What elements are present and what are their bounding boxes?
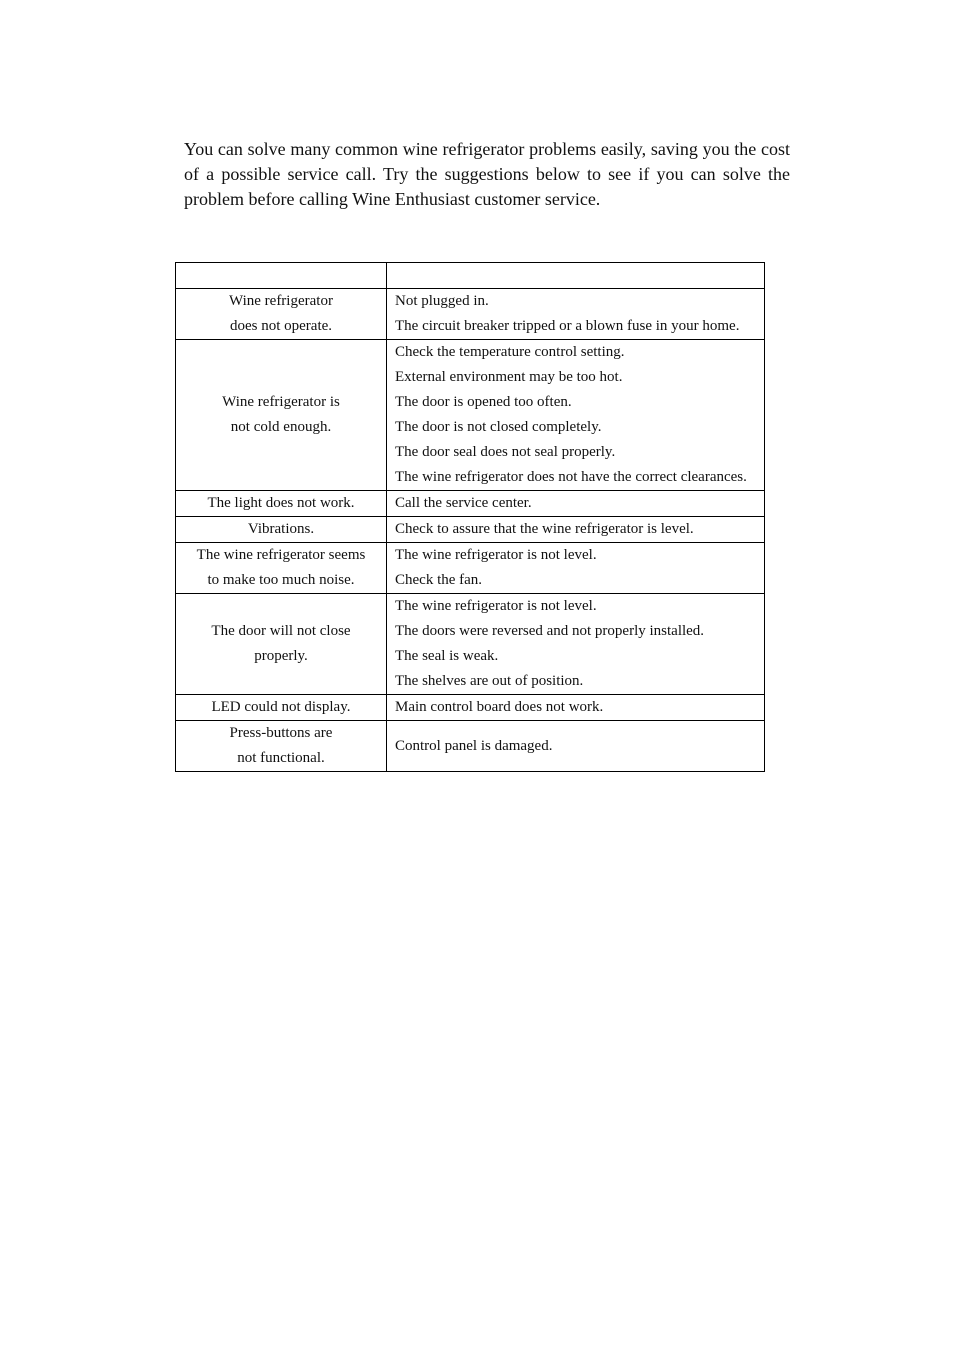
solution-text: Not plugged in. <box>395 293 489 309</box>
problem-text: Wine refrigerator <box>229 293 333 309</box>
problem-text: does not operate. <box>229 318 333 334</box>
problem-cell <box>176 594 387 695</box>
table-row <box>176 340 765 491</box>
problem-cell <box>176 289 387 340</box>
problem-text: not cold enough. <box>230 419 332 435</box>
problem-text: not functional. <box>237 750 325 766</box>
solution-text: The wine refrigerator is not level. <box>395 547 597 563</box>
solution-text: The doors were reversed and not properly installed. <box>395 623 705 639</box>
table-row <box>176 491 765 517</box>
problem-text: LED could not display. <box>211 699 351 715</box>
problem-text: Wine refrigerator is <box>222 394 340 410</box>
solution-text: The wine refrigerator does not have the correct clearances. <box>395 469 747 485</box>
solution-cell <box>387 289 765 340</box>
problem-cell <box>176 491 387 517</box>
solution-cell <box>387 721 765 772</box>
solution-text: The circuit breaker tripped or a blown fuse in your home. <box>395 318 740 334</box>
troubleshooting-table <box>175 262 765 772</box>
table-row <box>176 517 765 543</box>
problem-cell <box>176 543 387 594</box>
problem-text: Press-buttons are <box>229 725 333 741</box>
header-cell-solution <box>387 263 765 289</box>
problem-text: properly. <box>254 648 308 664</box>
table-row <box>176 289 765 340</box>
solution-cell <box>387 594 765 695</box>
solution-cell <box>387 543 765 594</box>
intro-paragraph: You can solve many common wine refrigerator problems easily, saving you the cost of a possible service call. Try the suggestions below to see if you can solve the problem before calling Wine Enthusiast customer service. <box>184 139 790 209</box>
solution-text: The seal is weak. <box>395 648 499 664</box>
problem-text: to make too much noise. <box>207 572 355 588</box>
solution-cell <box>387 340 765 491</box>
problem-cell <box>176 695 387 721</box>
problem-text: The door will not close <box>211 623 351 639</box>
solution-text: Check the fan. <box>395 572 483 588</box>
table-row <box>176 543 765 594</box>
table-row <box>176 594 765 695</box>
solution-text: The wine refrigerator is not level. <box>395 598 597 614</box>
solution-text: Main control board does not work. <box>395 699 604 715</box>
problem-cell <box>176 340 387 491</box>
solution-text: Call the service center. <box>395 495 532 511</box>
problem-text: Vibrations. <box>247 521 315 537</box>
solution-cell <box>387 517 765 543</box>
problem-cell <box>176 721 387 772</box>
header-cell-problem <box>176 263 387 289</box>
solution-text: Check the temperature control setting. <box>395 344 625 360</box>
table-row <box>176 695 765 721</box>
table-header-row <box>176 263 765 289</box>
solution-cell <box>387 695 765 721</box>
solution-text: External environment may be too hot. <box>395 369 623 385</box>
solution-text: The door is opened too often. <box>395 394 572 410</box>
table-row <box>176 721 765 772</box>
solution-text: The door is not closed completely. <box>395 419 602 435</box>
solution-text: The door seal does not seal properly. <box>395 444 616 460</box>
solution-text: The shelves are out of position. <box>395 673 584 689</box>
problem-text: The light does not work. <box>207 495 355 511</box>
problem-text: The wine refrigerator seems <box>196 547 366 563</box>
problem-cell <box>176 517 387 543</box>
solution-text: Check to assure that the wine refrigerator is level. <box>395 521 694 537</box>
solution-cell <box>387 491 765 517</box>
solution-text: Control panel is damaged. <box>395 737 553 754</box>
